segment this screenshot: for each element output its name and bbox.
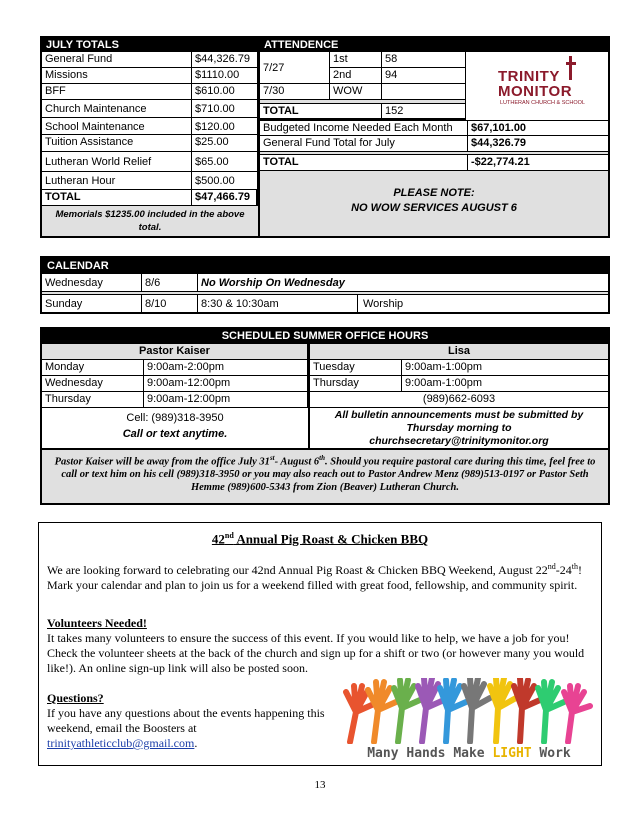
fund-label: Missions xyxy=(42,68,192,84)
calendar-event: Worship xyxy=(363,298,404,310)
questions-heading: Questions? xyxy=(47,691,104,705)
office-day: Thursday xyxy=(310,376,402,392)
logo-trinity: TRINITY xyxy=(498,68,560,85)
office-day: Wednesday xyxy=(42,376,144,392)
attendance-service: 1st xyxy=(330,52,382,68)
attendance-date: 7/30 xyxy=(260,84,330,100)
fund-value: $44,326.79 xyxy=(192,52,258,68)
pastor-hours xyxy=(42,344,308,448)
attendance-service: 2nd xyxy=(330,68,382,84)
calendar-event: No Worship On Wednesday xyxy=(198,274,608,292)
attendance-table xyxy=(260,52,466,118)
july-total-value: $47,466.79 xyxy=(192,190,258,206)
office-day: Thursday xyxy=(42,392,144,408)
fund-value: $120.00 xyxy=(192,118,258,135)
bulletin-deadline: Thursday morning to xyxy=(406,422,512,434)
logo-subtitle: LUTHERAN CHURCH & SCHOOL xyxy=(500,100,585,106)
calendar-date: 8/10 xyxy=(142,295,198,312)
fund-value: $710.00 xyxy=(192,100,258,118)
pastor-away-text: Pastor Kaiser will be away from the office July 31st- August 6th. Should you require pastoral care during this time, feel free to call or text him on his cell (989)318-3950 or you may also reach out to Pastor Andrew Menz (989)513-0197 or Pastor Seth Hemme (989)600-5343 from Zion (Beaver) Lutheran Church. xyxy=(54,454,596,493)
office-time: 9:00am-2:00pm xyxy=(144,360,308,376)
secretary-email[interactable]: churchsecretary@trinitymonitor.org xyxy=(369,435,549,447)
attendance-service: WOW xyxy=(330,84,382,100)
page-number: 13 xyxy=(314,779,326,791)
calendar-day: Sunday xyxy=(42,295,142,312)
attendance-header: ATTENDENCE xyxy=(260,38,608,52)
event-intro: We are looking forward to celebrating our 42nd Annual Pig Roast & Chicken BBQ Weekend, August 22nd-24th! Mark your calendar and plan to join us for a weekend filled with great food, fellowship, and community spirit. xyxy=(47,562,582,592)
fund-value: $610.00 xyxy=(192,84,258,100)
fund-label: Lutheran Hour xyxy=(42,172,192,190)
attendance-count xyxy=(382,84,466,100)
budget-value: $67,101.00 xyxy=(468,120,608,136)
office-day: Monday xyxy=(42,360,144,376)
budget-label: Budgeted Income Needed Each Month xyxy=(260,120,468,136)
calendar-date: 8/6 xyxy=(142,274,198,292)
fund-value: $25.00 xyxy=(192,135,258,152)
attendance-total-value: 152 xyxy=(382,104,466,120)
bulletin-note: All bulletin announcements must be submitted by xyxy=(334,409,584,421)
attendance-count: 58 xyxy=(382,52,466,68)
fund-label: Church Maintenance xyxy=(42,100,192,118)
pastor-name: Pastor Kaiser xyxy=(42,344,308,360)
secretary-name: Lisa xyxy=(310,344,608,360)
secretary-phone: (989)662-6093 xyxy=(310,392,608,408)
colorful-hands-icon xyxy=(340,678,598,744)
net-value: -$22,774.21 xyxy=(468,155,608,171)
logo-monitor: MONITOR xyxy=(498,83,573,100)
secretary-hours xyxy=(310,344,608,448)
office-time: 9:00am-12:00pm xyxy=(144,376,308,392)
budget-table xyxy=(260,120,608,170)
net-label: TOTAL xyxy=(260,155,468,171)
fund-label: Lutheran World Relief xyxy=(42,152,192,172)
volunteers-heading: Volunteers Needed! xyxy=(47,616,147,630)
office-time: 9:00am-12:00pm xyxy=(144,392,308,408)
july-total-label: TOTAL xyxy=(42,190,192,206)
calendar-day: Wednesday xyxy=(42,274,142,292)
july-totals-table xyxy=(42,52,258,238)
calendar-time: 8:30 & 10:30am xyxy=(198,295,358,312)
please-note-box xyxy=(260,171,608,236)
office-time: 9:00am-1:00pm xyxy=(402,376,608,392)
july-totals-header: JULY TOTALS xyxy=(42,38,258,52)
boosters-email-link[interactable]: trinityathleticclub@gmail.com xyxy=(47,736,195,750)
questions-text: If you have any questions about the events happening this weekend, email the Boosters at trinityathleticclub@gmail.com. xyxy=(47,706,325,750)
attendance-count: 94 xyxy=(382,68,466,84)
cross-icon xyxy=(566,56,574,80)
office-hours-header: SCHEDULED SUMMER OFFICE HOURS xyxy=(42,329,608,344)
fund-value: $65.00 xyxy=(192,152,258,172)
no-wow-notice: NO WOW SERVICES AUGUST 6 xyxy=(351,202,517,214)
fund-value: $500.00 xyxy=(192,172,258,190)
memorials-note: Memorials $1235.00 included in the above total. xyxy=(42,206,258,236)
office-time: 9:00am-1:00pm xyxy=(402,360,608,376)
many-hands-slogan: Many Hands Make LIGHT Work xyxy=(367,746,571,761)
pastor-away-notice xyxy=(42,448,608,503)
pastor-cell: Cell: (989)318-3950 xyxy=(126,412,224,424)
calendar-table xyxy=(42,274,608,312)
pastor-call-note: Call or text anytime. xyxy=(122,428,228,440)
event-title: 42nd Annual Pig Roast & Chicken BBQ xyxy=(211,531,429,547)
calendar-header: CALENDAR xyxy=(42,258,608,274)
gf-value: $44,326.79 xyxy=(468,136,608,152)
trinity-monitor-logo xyxy=(470,56,606,114)
gf-label: General Fund Total for July xyxy=(260,136,468,152)
fund-label: BFF xyxy=(42,84,192,100)
please-note-heading: PLEASE NOTE: xyxy=(393,187,475,199)
fund-label: Tuition Assistance xyxy=(42,135,192,152)
fund-label: School Maintenance xyxy=(42,118,192,135)
fund-value: $1110.00 xyxy=(192,68,258,84)
attendance-total-label: TOTAL xyxy=(260,104,382,120)
many-hands-graphic xyxy=(340,678,598,766)
volunteers-text: It takes many volunteers to ensure the success of this event. If you would like to help, we have a job for you! Check the volunteer sheets at the back of the church and sign up for a shift or two (or however many you would like!). An online sign-up link will also be posted soon. xyxy=(47,631,585,675)
fund-label: General Fund xyxy=(42,52,192,68)
attendance-date: 7/27 xyxy=(260,52,330,84)
office-day: Tuesday xyxy=(310,360,402,376)
